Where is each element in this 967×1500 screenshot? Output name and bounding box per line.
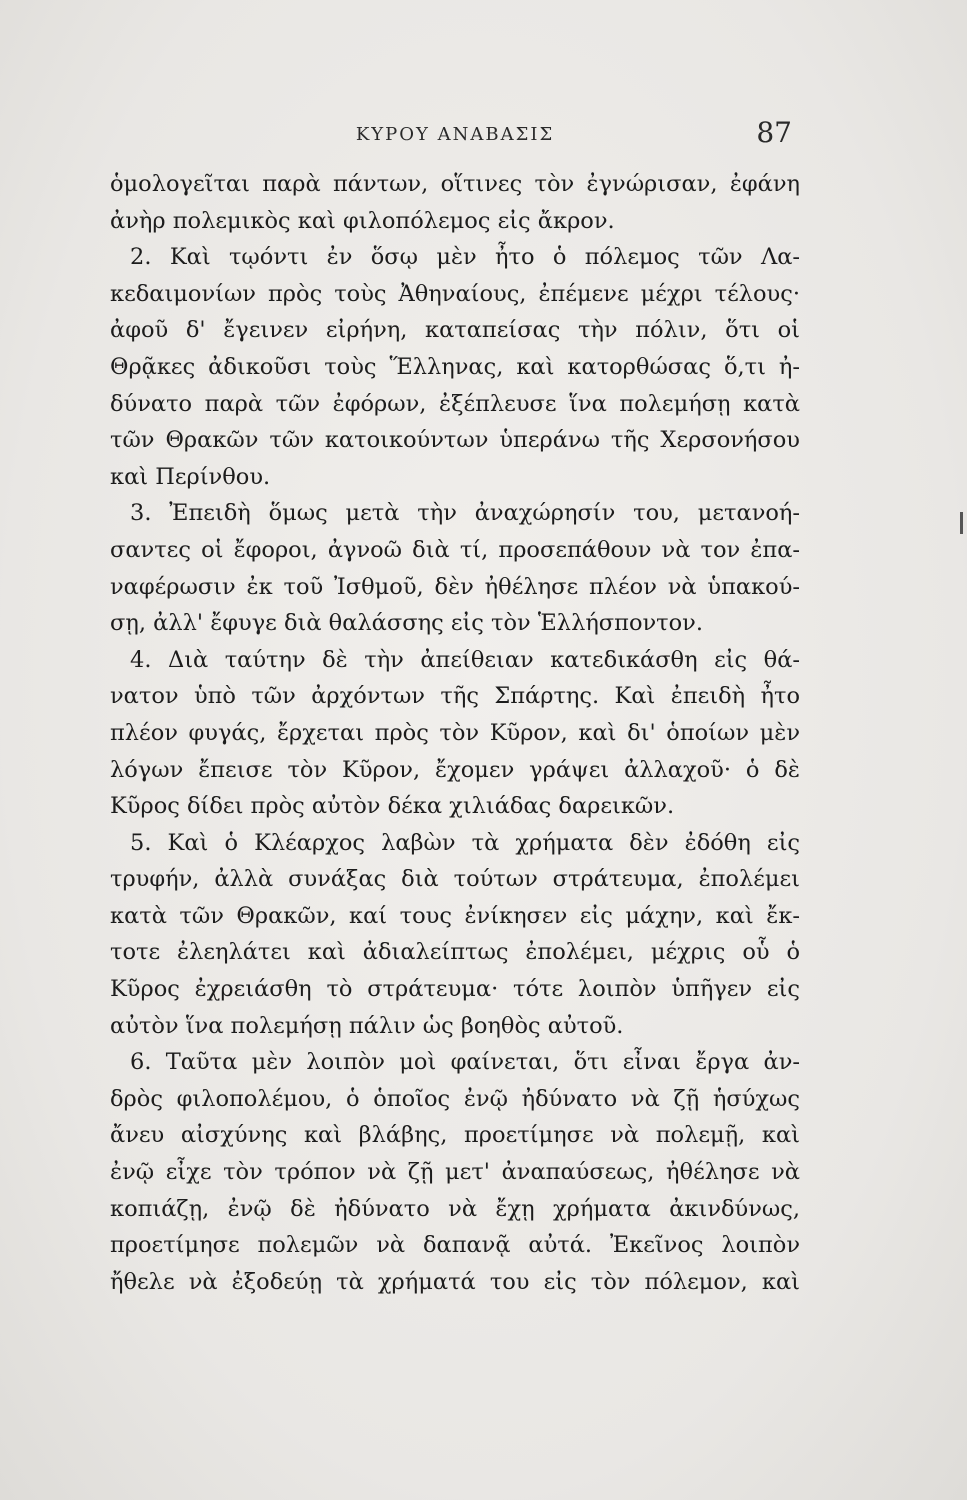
text-line: δύνατο παρὰ τῶν ἐφόρων, ἐξέπλευσε ἵνα πολεμήσῃ κατὰ (110, 390, 800, 417)
text-line: Κῦρος ἐχρειάσθη τὸ στράτευμα· τότε λοιπὸν ὑπῆγεν εἰς (110, 976, 800, 1003)
text-line: πλέον φυγάς, ἔρχεται πρὸς τὸν Κῦρον, καὶ δι' ὁποίων μὲν (110, 719, 800, 746)
text-line: λόγων ἔπεισε τὸν Κῦρον, ἔχομεν γράψει ἀλλαχοῦ· ὁ δὲ (110, 756, 800, 783)
page-number: 87 (756, 116, 792, 149)
text-line: προετίμησε πολεμῶν νὰ δαπανᾷ αὐτά. Ἐκεῖνος λοιπὸν (110, 1232, 800, 1259)
text-line: ἄνευ αἰσχύνης καὶ βλάβης, προετίμησε νὰ πολεμῇ, καὶ (110, 1122, 800, 1149)
text-line: νατον ὑπὸ τῶν ἀρχόντων τῆς Σπάρτης. Καὶ ἐπειδὴ ἦτο (110, 683, 800, 710)
text-line: τοτε ἐλεηλάτει καὶ ἀδιαλείπτως ἐπολέμει, μέχρις οὗ ὁ (110, 939, 800, 966)
paragraph-5-start: 5. Καὶ ὁ Κλέαρχος λαβὼν τὰ χρήματα δὲν ἐδόθη εἰς (130, 829, 800, 856)
text-line: ἀνὴρ πολεμικὸς καὶ φιλοπόλεμος εἰς ἄκρον. (110, 207, 615, 234)
running-head: ΚΥΡΟΥ ΑΝΑΒΑΣΙΣ (355, 124, 555, 145)
text-line: κεδαιμονίων πρὸς τοὺς Ἀθηναίους, ἐπέμενε μέχρι τέλους· (110, 280, 800, 307)
text-line: ὁμολογεῖται παρὰ πάντων, οἵτινες τὸν ἐγνώρισαν, ἐφάνη (110, 171, 800, 197)
text-line: Θρᾷκες ἀδικοῦσι τοὺς Ἕλληνας, καὶ κατορθώσας ὅ,τι ἠ- (110, 353, 800, 380)
text-line: κοπιάζῃ, ἐνῷ δὲ ἠδύνατο νὰ ἔχῃ χρήματα ἀκινδύνως, (110, 1195, 800, 1222)
text-line: τρυφήν, ἀλλὰ συνάξας διὰ τούτων στράτευμα, ἐπολέμει (110, 866, 800, 893)
paragraph-6-start: 6. Ταῦτα μὲν λοιπὸν μοὶ φαίνεται, ὅτι εἶναι ἔργα ἀν- (130, 1049, 800, 1076)
page-header (110, 116, 800, 156)
paragraph-3-start: 3. Ἐπειδὴ ὅμως μετὰ τὴν ἀναχώρησίν του, μετανοή- (130, 500, 800, 527)
text-line: ἐνῷ εἶχε τὸν τρόπον νὰ ζῇ μετ' ἀναπαύσεως, ἠθέλησε νὰ (110, 1159, 800, 1186)
text-line: κατὰ τῶν Θρακῶν, καί τους ἐνίκησεν εἰς μάχην, καὶ ἔκ- (110, 902, 800, 929)
text-line: ἀφοῦ δ' ἔγεινεν εἰρήνη, καταπείσας τὴν πόλιν, ὅτι οἱ (110, 317, 800, 344)
text-line: σῃ, ἀλλ' ἔφυγε διὰ θαλάσσης εἰς τὸν Ἑλλήσποντον. (110, 610, 703, 637)
text-line: δρὸς φιλοπολέμου, ὁ ὁποῖος ἐνῷ ἠδύνατο νὰ ζῇ ἡσύχως (110, 1085, 800, 1112)
paragraph-4-start: 4. Διὰ ταύτην δὲ τὴν ἀπείθειαν κατεδικάσθη εἰς θά- (130, 646, 800, 673)
page-edge-mark (960, 512, 963, 534)
text-line: σαντες οἱ ἔφοροι, ἀγνοῶ διὰ τί, προσεπάθουν νὰ τον ἐπα- (110, 536, 800, 563)
text-line: ναφέρωσιν ἐκ τοῦ Ἰσθμοῦ, δὲν ἠθέλησε πλέον νὰ ὑπακού- (110, 573, 800, 600)
paragraph-2-start: 2. Καὶ τῳόντι ἐν ὅσῳ μὲν ἦτο ὁ πόλεμος τῶν Λα- (130, 244, 800, 271)
text-line: Κῦρος δίδει πρὸς αὐτὸν δέκα χιλιάδας δαρεικῶν. (110, 793, 675, 820)
text-line: αὐτὸν ἵνα πολεμήσῃ πάλιν ὡς βοηθὸς αὐτοῦ. (110, 1012, 624, 1039)
body-text (110, 166, 800, 1300)
text-line: ἤθελε νὰ ἐξοδεύῃ τὰ χρήματά του εἰς τὸν πόλεμον, καὶ (110, 1268, 800, 1295)
text-line: τῶν Θρακῶν τῶν κατοικούντων ὑπεράνω τῆς Χερσονήσου (110, 427, 800, 454)
text-line: καὶ Περίνθου. (110, 463, 271, 490)
